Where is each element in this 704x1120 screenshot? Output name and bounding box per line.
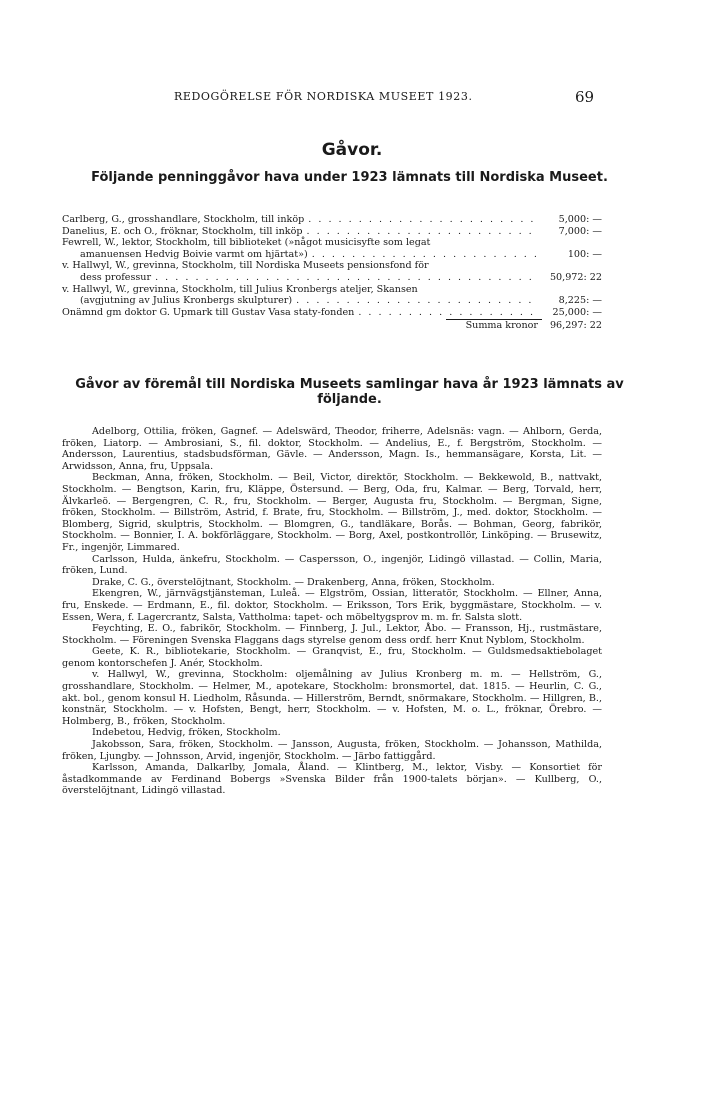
- ledger-description: v. Hallwyl, W., grevinna, Stockholm, till Nordiska Museets pensionsfond för: [62, 260, 429, 272]
- ledger-amount: 100: —: [567, 248, 602, 260]
- donor-paragraph: Feychting, E. O., fabrikör, Stockholm. — Finnberg, J. Jul., Lektor, Åbo. — Fransson, Hj., rustmästare, Stockholm. — Föreningen Svenska Flaggans dags styrelse genom dess ordf. herr Knut Nyblom, Stockholm.: [62, 623, 602, 646]
- donor-paragraph: v. Hallwyl, W., grevinna, Stockholm: oljemålning av Julius Kronberg m. m. — Hellström, G., grosshandlare, Stockholm. — Helmer, M., apotekare, Stockholm: bronsmortel, dat. 1815. — Heurlin, C. G., akt. bol., genom konsul H. Liedholm, Råsunda. — Hillerström, Berndt, snörmakare, Stockholm. — Hillgren, B., konstnär, Stockholm. — v. Hofsten, Bengt, herr, Stockholm. — v. Hofsten, M. o. L., fröknar, Örebro. — Holmberg, B., fröken, Stockholm.: [62, 669, 602, 727]
- ledger-row: [62, 272, 602, 284]
- ledger-description: (avgjutning av Julius Kronbergs skulpturer): [80, 295, 293, 307]
- ledger-row: [62, 226, 602, 238]
- ledger-amount: 5,000: —: [558, 214, 602, 225]
- ledger-description: Fewrell, W., lektor, Stockholm, till biblioteket (»något musicisyfte som legat: [62, 237, 431, 249]
- leader-dots: [312, 249, 538, 261]
- donor-list: [62, 426, 602, 797]
- leader-dots: [358, 307, 538, 319]
- ledger-total-row: [62, 319, 602, 332]
- ledger-description: dess professur: [80, 271, 152, 283]
- donor-paragraph: Karlsson, Amanda, Dalkarlby, Jomala, Åland. — Klintberg, M., lektor, Visby. — Konsortiet för åstadkommande av Ferdinand Bobergs »Svenska Bilder från 1900-talets början». — Kullberg, O., överstelöjtnant, Lidingö villastad.: [62, 762, 602, 797]
- leader-dots: [296, 295, 538, 307]
- ledger-description: Onämnd gm doktor G. Upmark till Gustav Vasa staty-fonden: [62, 306, 355, 318]
- page-title: Gåvor.: [321, 140, 383, 160]
- total-label: Summa kronor: [446, 319, 542, 332]
- object-gifts-heading: Gåvor av föremål till Nordiska Museets samlingar hava år 1923 lämnats av följande.: [75, 377, 624, 407]
- ledger-amount: 50,972: 22: [549, 271, 602, 283]
- monetary-gifts-heading: Följande penninggåvor hava under 1923 lämnats till Nordiska Museet.: [91, 170, 608, 185]
- ledger-amount: 25,000: —: [552, 306, 602, 318]
- donor-paragraph: Geete, K. R., bibliotekarie, Stockholm. — Granqvist, E., fru, Stockholm. — Guldsmedsaktiebolaget genom kontorschefen J. Anér, Stockholm.: [62, 646, 602, 669]
- monetary-gifts-ledger: [62, 214, 602, 332]
- ledger-description: v. Hallwyl, W., grevinna, Stockholm, till Julius Kronbergs ateljer, Skansen: [62, 283, 418, 295]
- ledger-row: [62, 295, 602, 307]
- donor-paragraph: Ekengren, W., järnvägstjänsteman, Luleå. — Elgström, Ossian, litteratör, Stockholm. — Ellner, Anna, fru, Enskede. — Erdmann, E., fil. doktor, Stockholm. — Eriksson, Tors Erik, byggmästare, Stockholm. — v. Essen, Wera, f. Lagercrantz, Salsta, Vattholma: tapet- och möbeltygsprov m. m. fr. Salsta slott.: [62, 588, 602, 623]
- donor-paragraph: Carlsson, Hulda, änkefru, Stockholm. — Caspersson, O., ingenjör, Lidingö villastad. — Collin, Maria, fröken, Lund.: [62, 553, 602, 577]
- ledger-amount: 8,225: —: [558, 295, 602, 307]
- total-amount: 96,297: 22: [549, 320, 602, 332]
- leader-dots: [308, 214, 538, 226]
- ledger-description: Danelius, E. och O., fröknar, Stockholm, till inköp: [62, 225, 303, 237]
- running-head: REDOGÖRELSE FÖR NORDISKA MUSEET 1923.: [174, 90, 473, 103]
- page-number: 69: [575, 88, 595, 106]
- donor-paragraph: Jakobsson, Sara, fröken, Stockholm. — Jansson, Augusta, fröken, Stockholm. — Johansson, Mathilda, fröken, Ljungby. — Johnsson, Arvid, ingenjör, Stockholm. — Järbo fattiggård.: [62, 739, 602, 762]
- donor-paragraph: Drake, C. G., överstelöjtnant, Stockholm. — Drakenberg, Anna, fröken, Stockholm.: [92, 576, 495, 588]
- ledger-description: Carlberg, G., grosshandlare, Stockholm, till inköp: [62, 214, 305, 225]
- ledger-row: [62, 307, 602, 319]
- donor-paragraph: Indebetou, Hedvig, fröken, Stockholm.: [92, 727, 281, 739]
- ledger-row: [62, 237, 602, 249]
- ledger-description: amanuensen Hedvig Boivie varmt om hjärtat»): [80, 248, 308, 260]
- ledger-amount: 7,000: —: [558, 225, 602, 237]
- donor-paragraph: Adelborg, Ottilia, fröken, Gagnef. — Adelswärd, Theodor, friherre, Adelsnäs: vagn. — Ahlborn, Gerda, fröken, Liatorp. — Ambrosiani, S., fil. doktor, Stockholm. — Andelius, E., f. Bergström, Stockholm. — Andersson, Laurentius, stadsbudsförman, Gävle. — Andersson, Magn. Is., hemmansägare, Korsta, Lit. — Arwidsson, Anna, fru, Uppsala.: [62, 426, 602, 472]
- ledger-row: [62, 284, 602, 296]
- ledger-row: [62, 249, 602, 261]
- ledger-row: [62, 214, 602, 226]
- ledger-row: [62, 260, 602, 272]
- leader-dots: [155, 272, 538, 284]
- donor-paragraph: Beckman, Anna, fröken, Stockholm. — Beil, Victor, direktör, Stockholm. — Bekkewold, B., nattvakt, Stockholm. — Bengtson, Karin, fru, Kläppe, Östersund. — Berg, Oda, fru, Kalmar. — Berg, Torvald, herr, Älvkarleö. — Bergengren, C. R., fru, Stockholm. — Berger, Augusta fru, Stockholm. — Bergman, Signe, fröken, Stockholm. — Billström, Astrid, f. Brate, fru, Stockholm. — Billström, J., med. doktor, Stockholm. — Blomberg, Sigrid, skulptris, Stockholm. — Blomgren, G., tandläkare, Borås. — Bohman, Georg, fabrikör, Stockholm. — Bonnier, I. A. bokförläggare, Stockholm. — Borg, Axel, postkontrollör, Linköping. — Brusewitz, Fr., ingenjör, Limmared.: [62, 472, 602, 553]
- leader-dots: [307, 226, 539, 238]
